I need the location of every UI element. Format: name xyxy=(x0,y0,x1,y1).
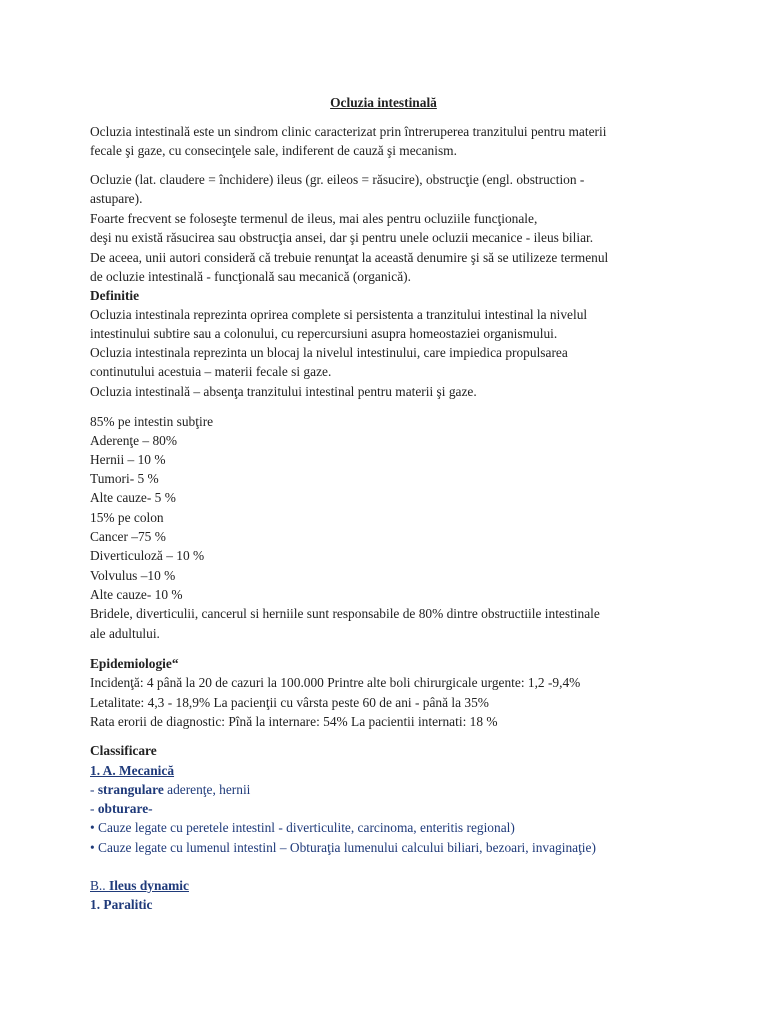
strangulare-line xyxy=(90,781,250,800)
strangulare-text: aderenţe, hernii xyxy=(163,782,251,797)
mecanica-heading: 1. A. Mecanică xyxy=(90,763,175,778)
cauze-bullet: • Cauze legate cu lumenul intestinl – Obturaţia lumenului calcului biliari, bezoari, invaginaţie) xyxy=(90,840,596,855)
stats-line: Alte cauze- 10 % xyxy=(90,587,183,602)
stats-line: Tumori- 5 % xyxy=(90,471,159,486)
intro-line: Ocluzia intestinală este un sindrom clinic caracterizat prin întreruperea tranzitului pentru materii xyxy=(90,124,607,139)
strangulare-label: strangulare xyxy=(97,782,164,797)
epidemiologie-line: Incidenţă: 4 până la 20 de cazuri la 100.000 Printre alte boli chirurgicale urgente: 1,2 -9,4% xyxy=(90,675,581,690)
definitie-line: Ocluzia intestinală – absenţa tranzitului intestinal pentru materii şi gaze. xyxy=(90,384,477,399)
definitie-line: Ocluzia intestinala reprezinta un blocaj la nivelul intestinului, care impiedica propulsarea xyxy=(90,345,568,360)
stats-line: 15% pe colon xyxy=(90,510,164,525)
stats-line: Aderenţe – 80% xyxy=(90,433,178,448)
clasificare-heading: Classificare xyxy=(90,743,157,758)
definitie-line: Ocluzia intestinala reprezinta oprirea complete si persistenta a tranzitului intestinal la nivelul xyxy=(90,307,588,322)
stats-line: Alte cauze- 5 % xyxy=(90,490,176,505)
epidemiologie-line: Rata erorii de diagnostic: Pînă la internare: 54% La pacientii internati: 18 % xyxy=(90,714,498,729)
ileus-heading xyxy=(90,877,189,896)
stats-line: Cancer –75 % xyxy=(90,529,166,544)
terms-line: Foarte frecvent se foloseşte termenul de ileus, mai ales pentru ocluziile funcţionale, xyxy=(90,211,538,226)
obturare-suffix: - xyxy=(148,801,153,816)
ileus-label: Ileus dynamic xyxy=(108,878,189,893)
stats-line: Bridele, diverticulii, cancerul si herniile sunt responsabile de 80% dintre obstructiile intestinale xyxy=(90,606,600,621)
cauze-bullet: • Cauze legate cu peretele intestinl - diverticulite, carcinoma, enteritis regional) xyxy=(90,820,515,835)
obturare-label: obturare xyxy=(97,801,149,816)
epidemiologie-heading: Epidemiologie“ xyxy=(90,656,179,671)
terms-line: Ocluzie (lat. claudere = închidere) ileus (gr. eileos = răsucire), obstrucţie (engl. obstruction - xyxy=(90,172,585,187)
document-title: Ocluzia intestinală xyxy=(330,95,437,110)
terms-line: deşi nu există răsucirea sau obstrucţia ansei, dar şi pentru unele ocluzii mecanice - ileus biliar. xyxy=(90,230,594,245)
obturare-line xyxy=(90,800,153,819)
stats-line: Volvulus –10 % xyxy=(90,568,176,583)
terms-line: astupare). xyxy=(90,191,143,206)
terms-line: De aceea, unii autori consideră că trebuie renunţat la această denumire şi să se utilizeze termenul xyxy=(90,250,609,265)
intro-line: fecale şi gaze, cu consecinţele sale, indiferent de cauză şi mecanism. xyxy=(90,143,457,158)
ileus-prefix: B.. xyxy=(90,878,109,893)
terms-line: de ocluzie intestinală - funcţională sau mecanică (organică). xyxy=(90,269,411,284)
epidemiologie-line: Letalitate: 4,3 - 18,9% La pacienţii cu vârsta peste 60 de ani - până la 35% xyxy=(90,695,489,710)
stats-line: Hernii – 10 % xyxy=(90,452,166,467)
stats-line: ale adultului. xyxy=(90,626,160,641)
definitie-line: intestinului subtire sau a colonului, cu repercursiuni asupra homeostaziei organismului. xyxy=(90,326,558,341)
stats-line: 85% pe intestin subţire xyxy=(90,414,214,429)
definitie-line: continutului acestuia – materii fecale si gaze. xyxy=(90,364,332,379)
stats-line: Diverticuloză – 10 % xyxy=(90,548,205,563)
obturare-prefix: - xyxy=(90,801,98,816)
definitie-heading: Definitie xyxy=(90,288,140,303)
paralitic-heading: 1. Paralitic xyxy=(90,897,153,912)
strangulare-prefix: - xyxy=(90,782,98,797)
